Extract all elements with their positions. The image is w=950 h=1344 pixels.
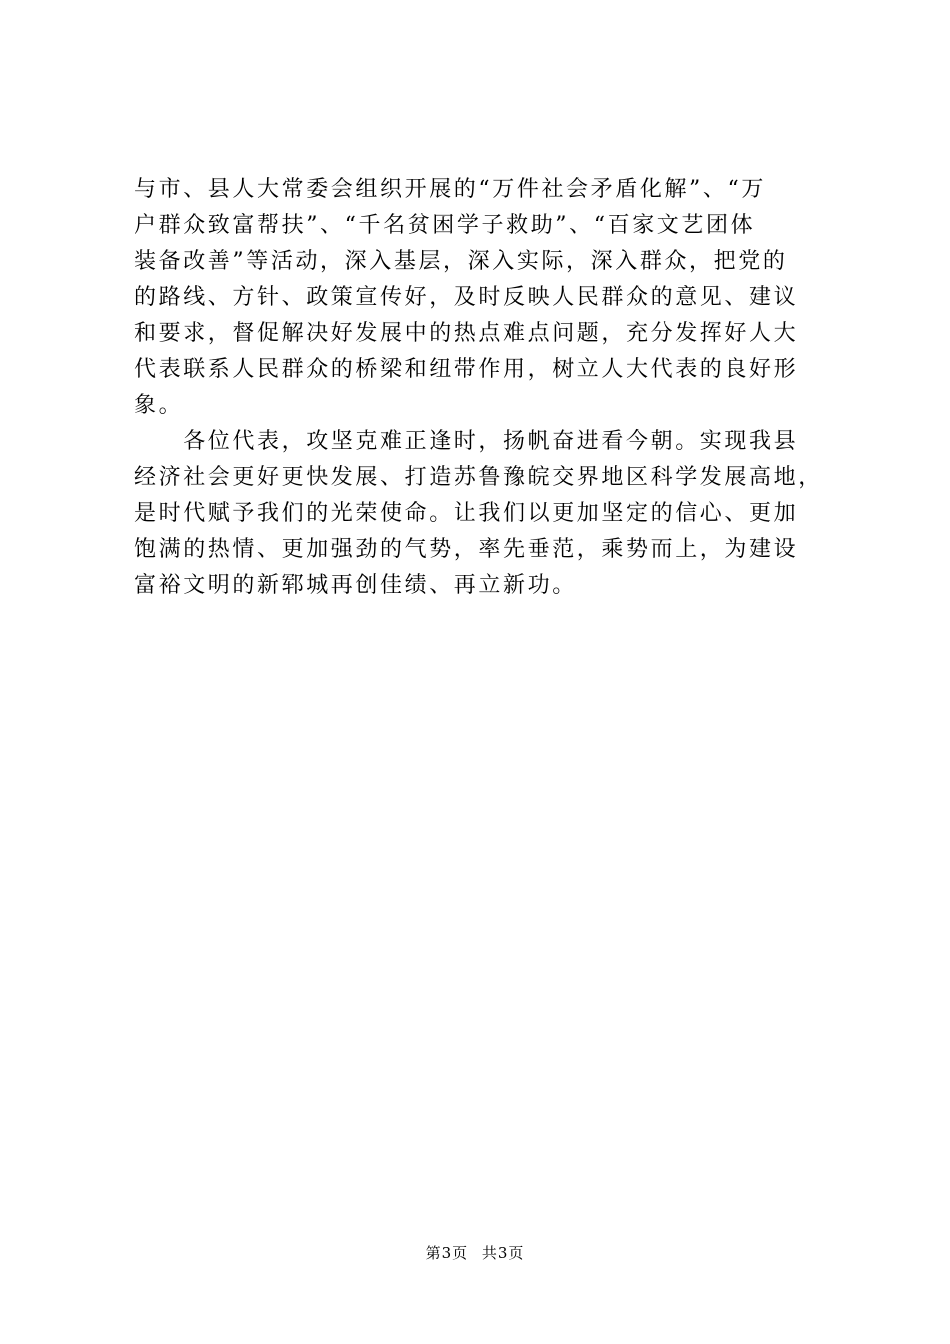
paragraph-2 (134, 424, 834, 604)
text-line: 和要求，督促解决好发展中的热点难点问题，充分发挥好人大 (134, 321, 799, 346)
text-line: 各位代表，攻坚克难正逢时，扬帆奋进看今朝。实现我县 (134, 429, 799, 454)
page-number-total: 共3页 (481, 1244, 525, 1262)
page-number-current: 第3页 (425, 1244, 469, 1262)
text-line: 代表联系人民群众的桥梁和纽带作用，树立人大代表的良好形 (134, 357, 799, 382)
text-line: 是时代赋予我们的光荣使命。让我们以更加坚定的信心、更加 (134, 501, 799, 526)
text-line: 饱满的热情、更加强劲的气势，率先垂范，乘势而上，为建设 (134, 537, 799, 562)
text-line: 装备改善”等活动，深入基层，深入实际，深入群众，把党的 (134, 249, 788, 274)
text-line: 的路线、方针、政策宣传好，及时反映人民群众的意见、建议 (134, 285, 799, 310)
text-line: 户群众致富帮扶”、“千名贫困学子救助”、“百家文艺团体 (134, 213, 756, 238)
text-line: 富裕文明的新郓城再创佳绩、再立新功。 (134, 573, 577, 598)
paragraph-1 (134, 172, 834, 424)
text-line: 经济社会更好更快发展、打造苏鲁豫皖交界地区科学发展高地， (134, 465, 823, 490)
text-line: 象。 (134, 393, 184, 418)
text-line: 与市、县人大常委会组织开展的“万件社会矛盾化解”、“万 (134, 177, 766, 202)
page-footer (0, 1243, 950, 1263)
body-text (134, 172, 834, 604)
